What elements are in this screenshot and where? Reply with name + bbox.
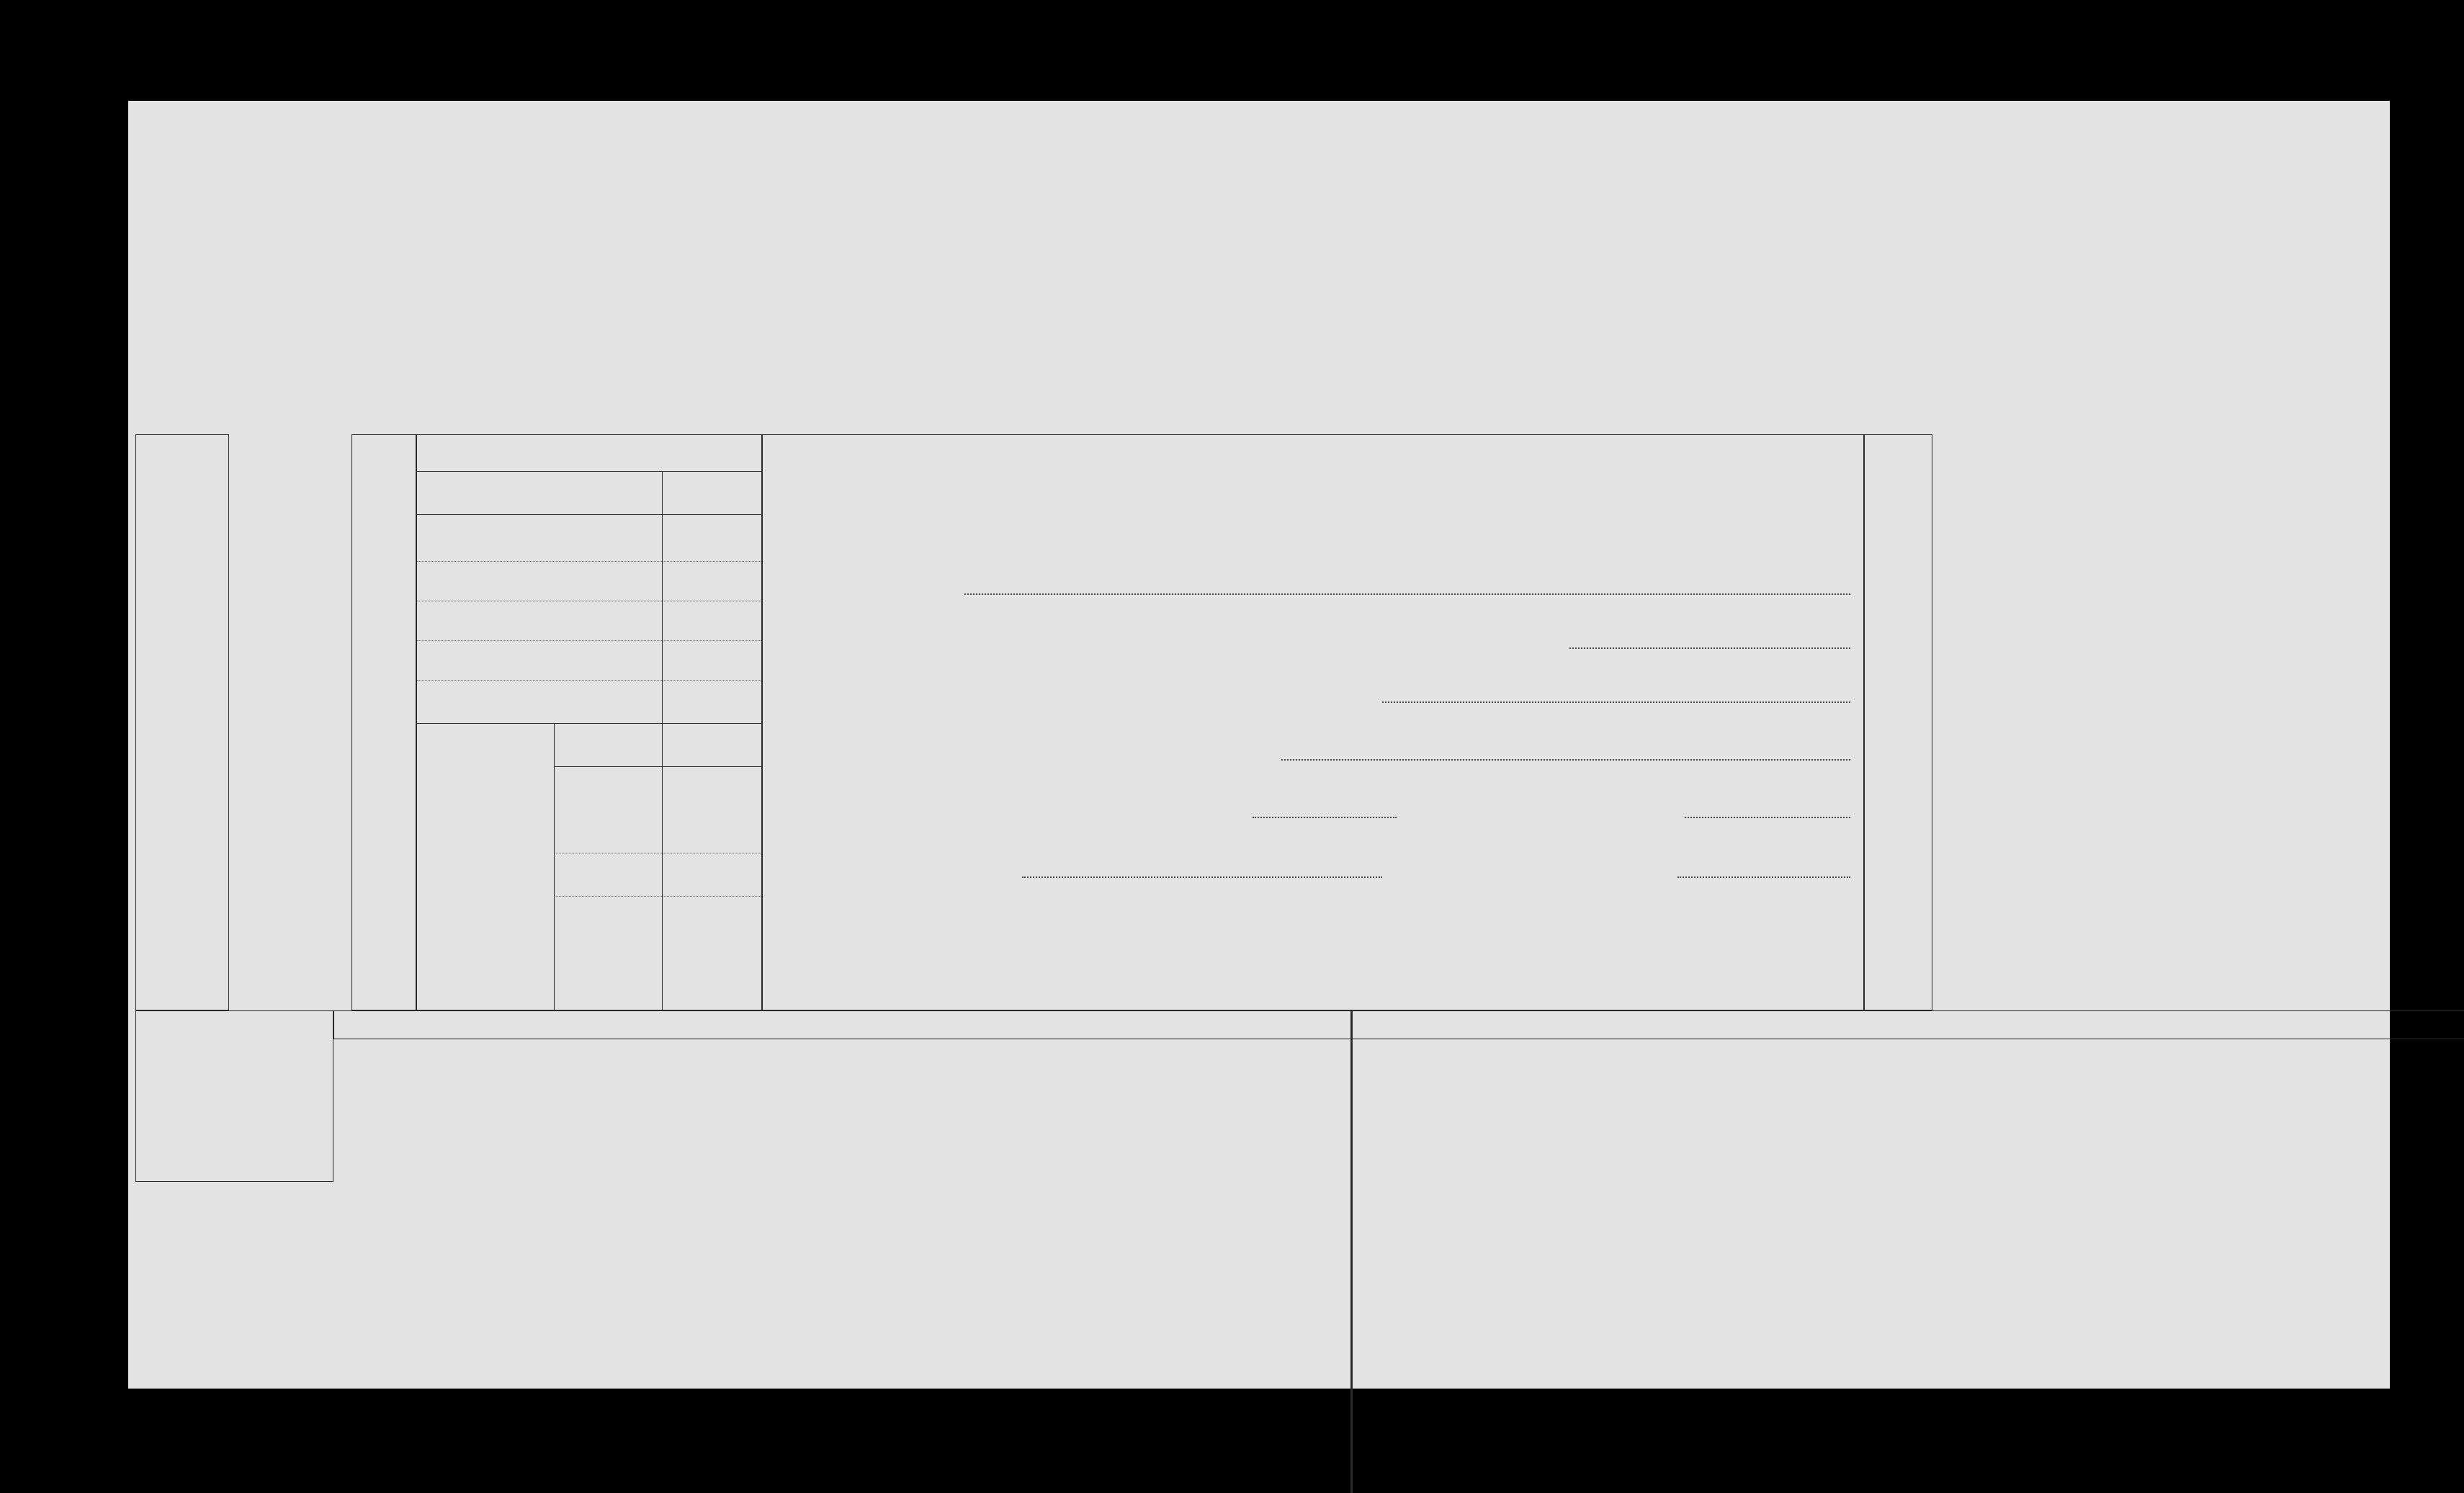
trade-establishments	[416, 434, 762, 1010]
q2-answer-line[interactable]	[1569, 647, 1850, 649]
private-farms-section	[762, 434, 1864, 1010]
census-card	[128, 101, 2390, 1389]
q6-distance-answer[interactable]	[1677, 876, 1850, 878]
q3-answer-line[interactable]	[1382, 701, 1850, 703]
q4-answer-line[interactable]	[1281, 759, 1850, 761]
population-label-cell	[1864, 434, 1932, 1010]
q6-market-answer[interactable]	[1022, 876, 1382, 878]
q5-distance-answer[interactable]	[1685, 817, 1850, 818]
q1-answer-line[interactable]	[964, 593, 1850, 595]
arenda-sdacha-band	[333, 1010, 2464, 1039]
q5-settlement-answer[interactable]	[1253, 817, 1397, 818]
bottom-corner	[135, 1010, 333, 1182]
mid-blank-left	[135, 434, 229, 1010]
hired-workers-label-cell	[351, 434, 416, 1010]
